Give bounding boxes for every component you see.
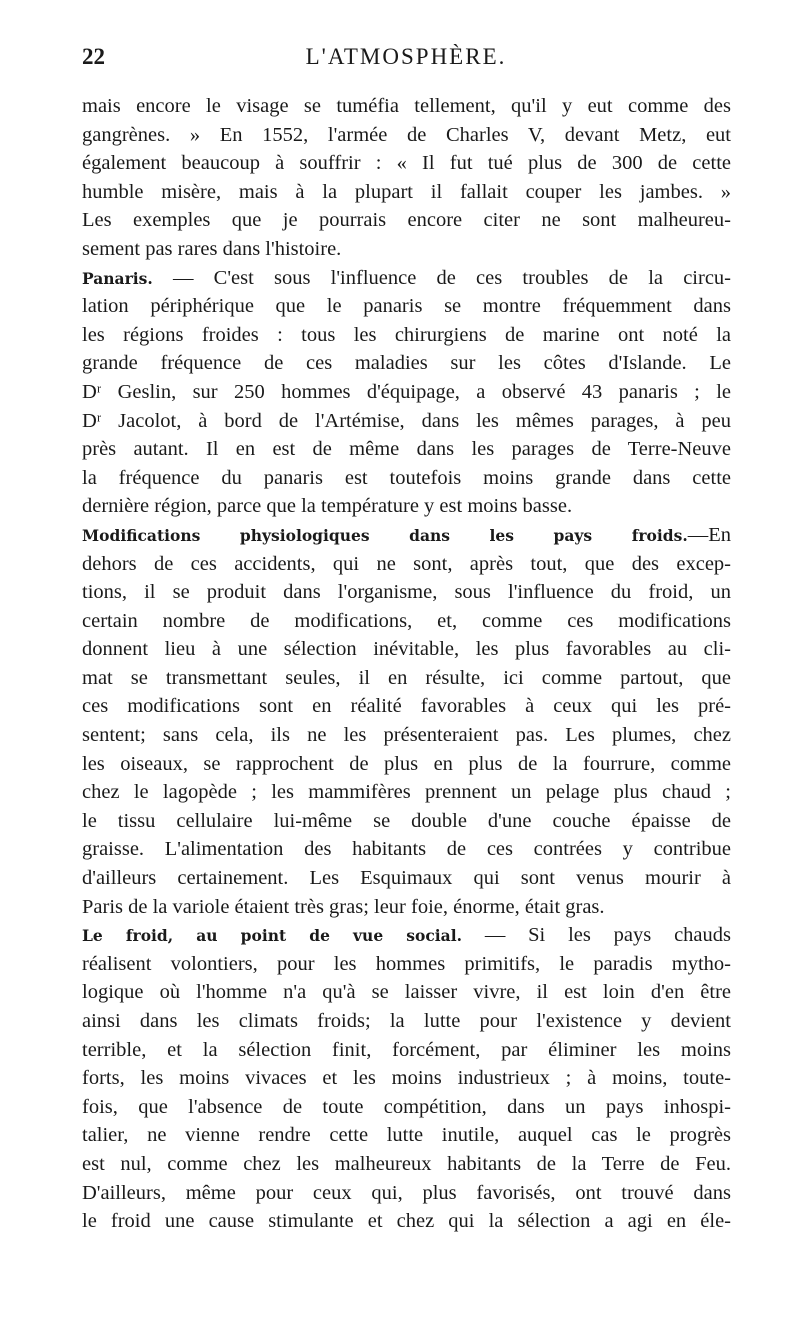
text-line: dernière région, parce que la température y est moins basse. (82, 495, 573, 518)
text-line: talier, ne vienne rendre cette lutte inutile, auquel cas le progrès (82, 1124, 731, 1147)
text-line: est nul, comme chez les malheureux habitants de la Terre de Feu. (82, 1152, 731, 1175)
text-line: forts, les moins vivaces et les moins industrieux ; à moins, toute- (82, 1067, 731, 1090)
section-title: Panaris. (82, 268, 153, 288)
section-title: Modifications physiologiques dans les pays froids. (82, 525, 688, 545)
text-line: donnent lieu à une sélection inévitable, les plus favorables au cli- (82, 638, 731, 661)
text-line: fois, que l'absence de toute compétition, dans un pays inhospi- (82, 1095, 731, 1118)
text-line: D'ailleurs, même pour ceux qui, plus favorisés, ont trouvé dans (82, 1181, 731, 1204)
text-line: ainsi dans les climats froids; la lutte pour l'existence y devient (82, 1010, 731, 1032)
text-line (82, 521, 731, 550)
text-line: les régions froides : tous les chirurgiens de marine ont noté la (82, 323, 731, 346)
text-line: réalisent volontiers, pour les hommes primitifs, le paradis mytho- (82, 952, 731, 975)
text-line: dehors de ces accidents, qui ne sont, après tout, que des excep- (82, 552, 731, 575)
text-line: Paris de la variole étaient très gras; leur foie, énorme, était gras. (82, 895, 605, 918)
text-line: grande fréquence de ces maladies sur les côtes d'Islande. Le (82, 352, 731, 375)
text-line: lation périphérique que le panaris se montre fréquemment dans (82, 295, 731, 318)
text-line: le froid une cause stimulante et chez qui la sélection a agi en éle- (82, 1210, 731, 1233)
page-header (82, 44, 730, 84)
text-line: la fréquence du panaris est toutefois moins grande dans cette (82, 466, 731, 489)
text-line: près autant. Il en est de même dans les parages de Terre-Neuve (82, 438, 731, 461)
text-line: les oiseaux, se rapprochent de plus en plus de la fourrure, comme (82, 752, 731, 775)
text-line: Dʳ Geslin, sur 250 hommes d'équipage, a observé 43 panaris ; le (82, 380, 731, 403)
text-line: humble misère, mais à la plupart il fallait couper les jambes. » (82, 180, 731, 203)
body-text (82, 92, 731, 1236)
section-title: Le froid, au point de vue social. (82, 926, 462, 946)
text-line: sement pas rares dans l'histoire. (82, 237, 342, 260)
text-line-rest: — C'est sous l'influence de ces troubles de la circu- (152, 266, 731, 289)
text-line: tions, il se produit dans l'organisme, sous l'influence du froid, un (82, 581, 731, 604)
text-line: graisse. L'alimentation des habitants de ces contrées y contribue (82, 838, 731, 861)
text-line: d'ailleurs certainement. Les Esquimaux qui sont venus mourir à (82, 867, 731, 890)
text-line (82, 921, 731, 950)
text-line: le tissu cellulaire lui-même se double d'une couche épaisse de (82, 809, 731, 832)
text-line: ces modifications sont en réalité favorables à ceux qui les pré- (82, 695, 731, 718)
text-line: certain nombre de modifications, et, comme ces modifications (82, 609, 731, 632)
text-line: chez le lagopède ; les mammifères prennent un pelage plus chaud ; (82, 781, 731, 804)
text-line: mais encore le visage se tuméfia tellement, qu'il y eut comme des (82, 95, 731, 117)
text-line (82, 264, 731, 293)
text-line: Les exemples que je pourrais encore citer ne sont malheureu- (82, 209, 731, 232)
text-line: mat se transmettant seules, il en résulte, ici comme partout, que (82, 666, 731, 689)
text-line: terrible, et la sélection finit, forcément, par éliminer les moins (82, 1038, 731, 1061)
text-line: gangrènes. » En 1552, l'armée de Charles V, devant Metz, eut (82, 123, 731, 146)
running-head: L'ATMOSPHÈRE. (305, 44, 507, 69)
text-line: logique où l'homme n'a qu'à se laisser vivre, il est loin d'en être (82, 981, 731, 1004)
text-line-rest: — Si les pays chauds (462, 924, 731, 947)
text-line: également beaucoup à souffrir : « Il fut tué plus de 300 de cette (82, 152, 731, 175)
text-line-rest: —En (687, 523, 731, 546)
page-number: 22 (82, 44, 105, 69)
text-line: sentent; sans cela, ils ne les présenteraient pas. Les plumes, chez (82, 724, 731, 747)
text-line: Dʳ Jacolot, à bord de l'Artémise, dans les mêmes parages, à peu (82, 409, 731, 432)
